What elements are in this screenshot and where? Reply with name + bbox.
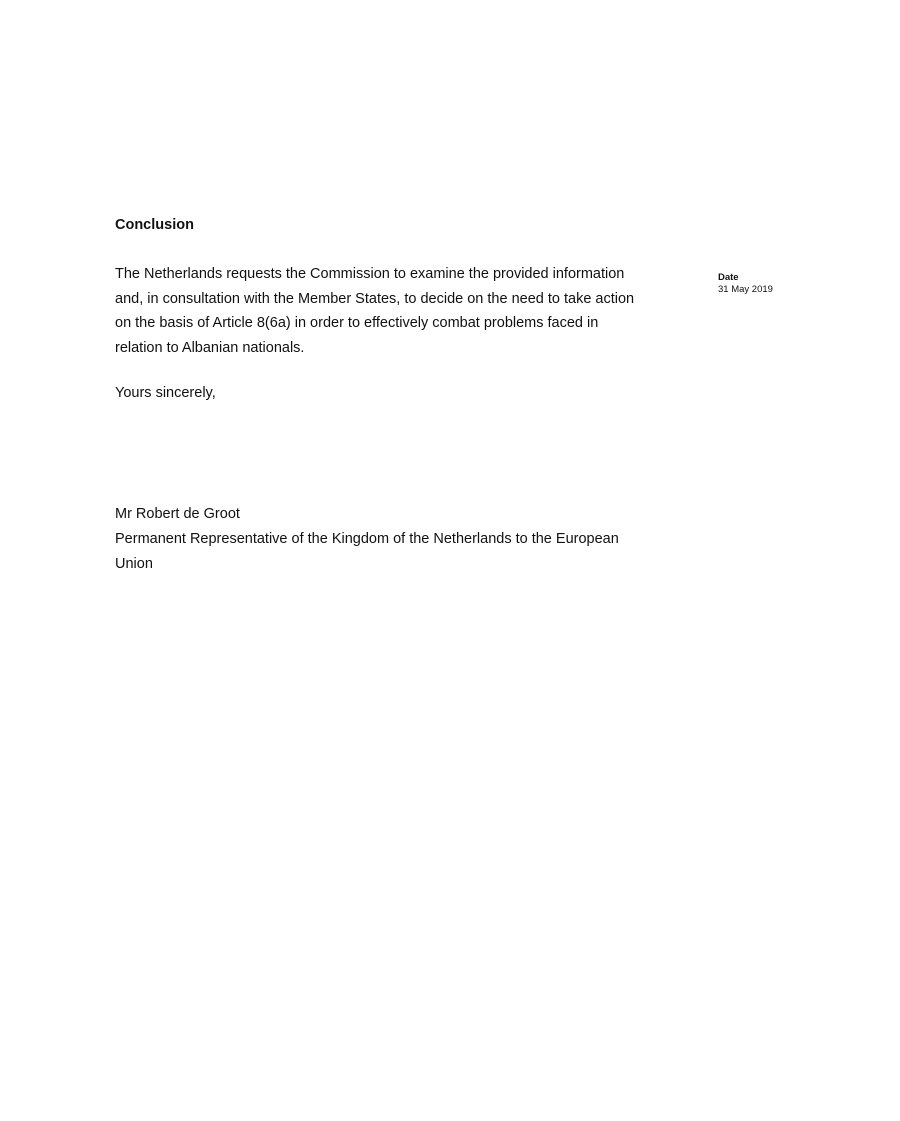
signature-block [115,502,619,577]
closing-salutation: Yours sincerely, [115,385,216,401]
paragraph-line: on the basis of Article 8(6a) in order to effectively combat problems faced in [115,315,599,331]
date-label: Date [718,272,739,283]
signatory-title-line: Permanent Representative of the Kingdom of the Netherlands to the European [115,531,619,547]
paragraph-line: relation to Albanian nationals. [115,339,305,356]
section-heading: Conclusion [115,217,194,233]
paragraph-line: The Netherlands requests the Commission to examine the provided information [115,266,625,282]
signatory-title-line: Union [115,556,153,572]
conclusion-paragraph [115,262,695,360]
date-sidebar [718,272,773,296]
paragraph-line: and, in consultation with the Member States, to decide on the need to take action [115,290,635,307]
signatory-name: Mr Robert de Groot [115,506,240,522]
date-value: 31 May 2019 [718,284,773,295]
